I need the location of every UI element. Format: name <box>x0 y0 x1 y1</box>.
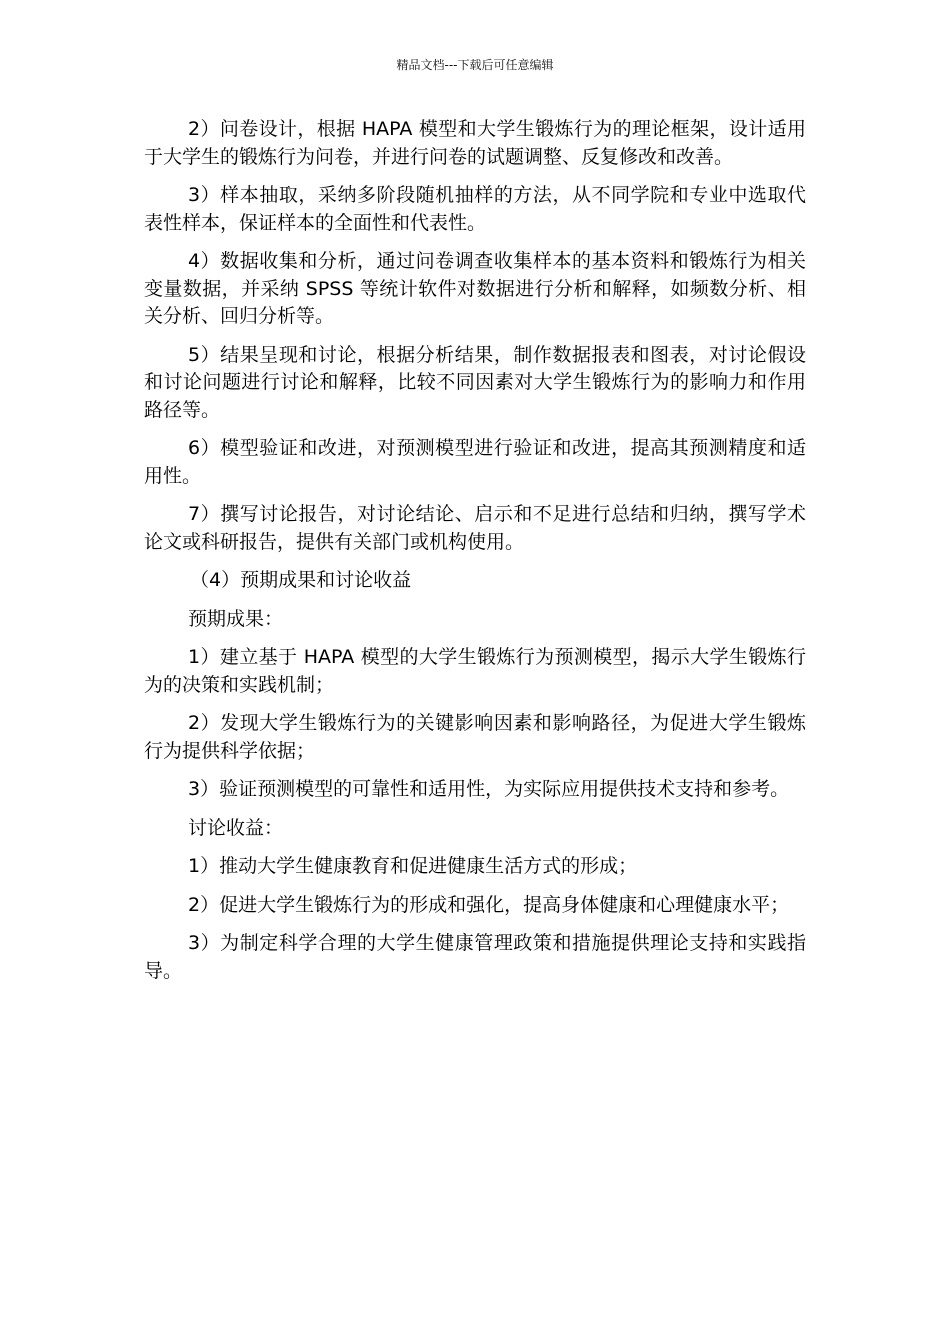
list-item: 3）为制定科学合理的大学生健康管理政策和措施提供理论支持和实践指导。 <box>144 932 806 982</box>
list-item: 1）推动大学生健康教育和促进健康生活方式的形成； <box>188 855 638 877</box>
paragraph-data-analysis: 4）数据收集和分析，通过问卷调查收集样本的基本资料和锻炼行为相关变量数据，并采纳 SPSS 等统计软件对数据进行分析和解释，如频数分析、相关分析、回归分析等。 <box>144 250 806 327</box>
subheading-expected-results: 预期成果： <box>188 607 284 630</box>
document-body <box>144 116 806 996</box>
paragraph-report-writing: 7）撰写讨论报告，对讨论结论、启示和不足进行总结和归纳，撰写学术论文或科研报告，提供有关部门或机构使用。 <box>144 503 806 553</box>
list-item: 2）促进大学生锻炼行为的形成和强化，提高身体健康和心理健康水平； <box>188 893 790 916</box>
page-header: 精品文档---下载后可任意编辑 <box>396 58 554 72</box>
paragraph-model-validation: 6）模型验证和改进，对预测模型进行验证和改进，提高其预测精度和适用性。 <box>144 437 806 487</box>
subheading-discussion-benefits: 讨论收益： <box>188 816 284 839</box>
section-heading-expected-outcomes: （4）预期成果和讨论收益 <box>190 569 412 591</box>
paragraph-sampling: 3）样本抽取，采纳多阶段随机抽样的方法，从不同学院和专业中选取代表性样本，保证样本的全面性和代表性。 <box>144 184 806 234</box>
paragraph-results-discussion: 5）结果呈现和讨论，根据分析结果，制作数据报表和图表，对讨论假设和讨论问题进行讨论和解释，比较不同因素对大学生锻炼行为的影响力和作用路径等。 <box>144 343 806 421</box>
paragraph-questionnaire-design: 2）问卷设计，根据 HAPA 模型和大学生锻炼行为的理论框架，设计适用于大学生的锻炼行为问卷，并进行问卷的试题调整、反复修改和改善。 <box>144 118 806 168</box>
list-item: 3）验证预测模型的可靠性和适用性，为实际应用提供技术支持和参考。 <box>188 778 790 800</box>
list-item: 1）建立基于 HAPA 模型的大学生锻炼行为预测模型，揭示大学生锻炼行为的决策和实践机制； <box>144 646 806 696</box>
list-item: 2）发现大学生锻炼行为的关键影响因素和影响路径，为促进大学生锻炼行为提供科学依据； <box>144 712 806 762</box>
